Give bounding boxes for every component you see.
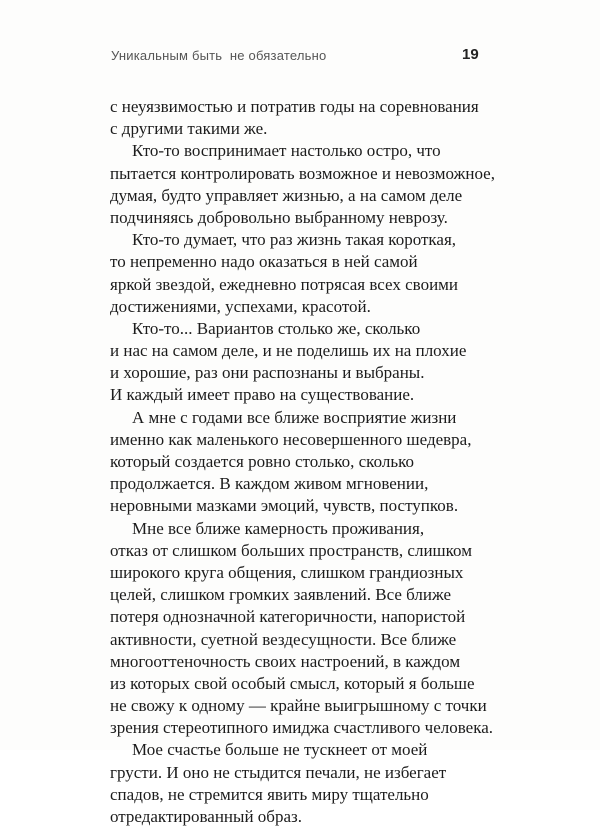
text-line: достижениями, успехами, красотой. [110, 296, 371, 316]
text-line: активности, суетной вездесущности. Все ближе [110, 629, 457, 649]
text-line: пытается контролировать возможное и невозможное, [110, 163, 495, 183]
text-line: и хорошие, раз они распознаны и выбраны. [110, 363, 425, 383]
text-line: грусти. И оно не стыдится печали, не избегает [110, 762, 447, 782]
text-line: широкого круга общения, слишком грандиозных [110, 562, 464, 582]
text-line: отказ от слишком больших пространств, слишком [110, 540, 472, 560]
page-number: 19 [462, 46, 479, 63]
text-line: с неуязвимостью и потратив годы на соревнования [110, 97, 479, 116]
text-line: И каждый имеет право на существование. [110, 385, 415, 405]
text-line: потеря однозначной категоричности, напористой [110, 607, 466, 627]
text-line: продолжается. В каждом живом мгновении, [110, 474, 429, 494]
text-line: то непременно надо оказаться в ней самой [110, 252, 418, 272]
text-line: и нас на самом деле, и не поделишь их на плохие [110, 341, 467, 361]
text-line: который создается ровно столько, сколько [110, 452, 414, 471]
text-line: Мое счастье больше не тускнеет от моей [132, 740, 428, 760]
text-line: Кто-то... Вариантов столько же, сколько [132, 318, 421, 338]
text-line: яркой звездой, ежедневно потрясая всех своими [110, 274, 459, 294]
text-line: не свожу к одному — крайне выигрышному с точки [110, 696, 487, 716]
body-text [110, 96, 530, 828]
text-line: многооттеночность своих настроений, в каждом [110, 651, 461, 671]
text-line: думая, будто управляет жизнью, а на самом деле [110, 185, 463, 205]
text-line: Кто-то воспринимает настолько остро, что [132, 141, 441, 161]
text-line: неровными мазками эмоций, чувств, поступков. [110, 496, 459, 516]
text-line: подчиняясь добровольно выбранному неврозу. [110, 207, 448, 227]
text-line: зрения стереотипного имиджа счастливого человека. [110, 718, 494, 738]
text-line: отредактированный образ. [110, 807, 302, 826]
text-line: именно как маленького несовершенного шедевра, [110, 429, 472, 449]
text-line: целей, слишком громких заявлений. Все ближе [110, 585, 452, 605]
text-line: Мне все ближе камерность проживания, [132, 518, 425, 538]
text-line: Кто-то думает, что раз жизнь такая короткая, [132, 230, 457, 250]
text-line: спадов, не стремится явить миру тщательно [110, 784, 429, 804]
text-line: с другими такими же. [110, 119, 268, 139]
text-line: А мне с годами все ближе восприятие жизни [132, 407, 457, 427]
running-title: Уникальным быть не обязательно [111, 48, 327, 63]
text-line: из которых свой особый смысл, который я больше [110, 673, 475, 693]
